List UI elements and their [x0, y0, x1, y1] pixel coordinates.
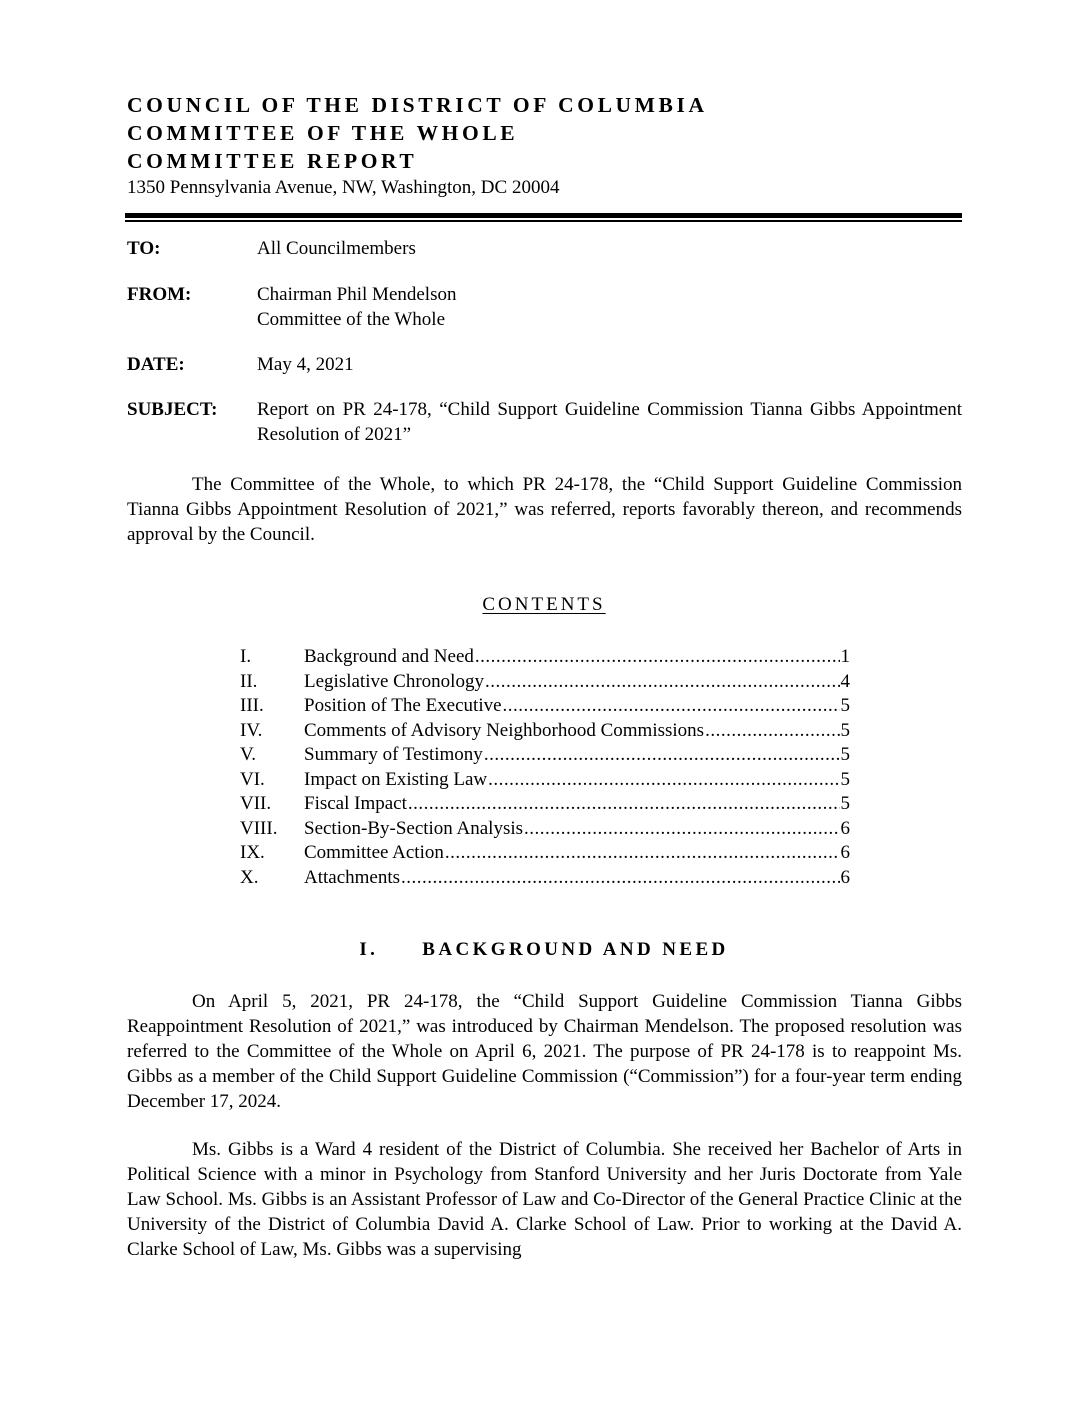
toc-title: Impact on Existing Law [304, 768, 488, 790]
subject-value: Report on PR 24-178, “Child Support Guideline Commission Tianna Gibbs Appointment Resolution of 2021” [257, 399, 962, 445]
header-rule-thin [125, 220, 962, 222]
date-label: DATE: [127, 354, 185, 375]
from-label: FROM: [127, 284, 192, 305]
toc-number: III. [240, 695, 264, 716]
background-paragraph-1: On April 5, 2021, PR 24-178, the “Child Support Guideline Commission Tianna Gibbs Reappointment Resolution of 2021,” was introduced by Chairman Mendelson. The proposed resolution was referred to the Committee of the Whole on April 6, 2021. The purpose of PR 24-178 is to reappoint Ms. Gibbs as a member of the Child Support Guideline Commission (“Commission”) for a four-year term ending December 17, 2024. [127, 991, 962, 1112]
toc-page: 5 [840, 744, 850, 765]
report-title: COMMITTEE REPORT [127, 149, 418, 173]
toc-title: Background and Need [304, 646, 474, 667]
toc-leader [475, 645, 840, 670]
toc-number: V. [240, 744, 257, 765]
toc-leader [503, 694, 840, 719]
toc-row [240, 817, 850, 842]
toc-title: Section-By-Section Analysis [304, 817, 524, 839]
from-value-name: Chairman Phil Mendelson [257, 284, 457, 305]
toc-leader [488, 768, 839, 793]
toc-page: 5 [840, 719, 850, 741]
toc-leader [484, 743, 840, 768]
toc-row [240, 743, 850, 768]
toc-number: VII. [240, 793, 272, 814]
section-number: I. [359, 939, 379, 960]
to-label: TO: [127, 238, 161, 259]
subject-label: SUBJECT: [127, 399, 218, 420]
toc-leader [445, 841, 840, 866]
toc-title: Attachments [304, 866, 401, 888]
toc-number: X. [240, 866, 259, 888]
toc-row [240, 866, 850, 891]
toc-title: Comments of Advisory Neighborhood Commissions [304, 719, 705, 741]
toc-row [240, 792, 850, 817]
toc-page: 6 [840, 866, 850, 888]
toc-row [240, 670, 850, 695]
header-rule-thick [125, 213, 962, 218]
toc-row [240, 719, 850, 744]
section-heading [0, 939, 1088, 961]
toc-page: 6 [840, 842, 850, 863]
intro-paragraph: The Committee of the Whole, to which PR 24-178, the “Child Support Guideline Commission Tianna Gibbs Appointment Resolution of 2021,” was referred, reports favorably thereon, and recommends approval by the Council. [127, 474, 962, 545]
toc-number: VIII. [240, 817, 278, 839]
toc-leader [401, 866, 839, 891]
table-of-contents [240, 645, 850, 890]
toc-title: Legislative Chronology [304, 670, 484, 692]
toc-number: IV. [240, 719, 263, 741]
toc-number: I. [240, 646, 252, 667]
toc-row [240, 645, 850, 670]
section-title: BACKGROUND AND NEED [422, 939, 729, 960]
address: 1350 Pennsylvania Avenue, NW, Washington, DC 20004 [127, 177, 560, 198]
toc-page: 5 [840, 768, 850, 790]
toc-title: Position of The Executive [304, 695, 502, 716]
toc-page: 4 [840, 670, 850, 692]
toc-leader [408, 792, 840, 817]
toc-title: Fiscal Impact [304, 793, 407, 814]
toc-page: 5 [840, 695, 850, 716]
council-title: COUNCIL OF THE DISTRICT OF COLUMBIA [127, 93, 708, 117]
toc-row [240, 841, 850, 866]
toc-number: II. [240, 670, 258, 692]
toc-leader [485, 670, 840, 695]
toc-row [240, 768, 850, 793]
committee-title: COMMITTEE OF THE WHOLE [127, 121, 519, 145]
toc-leader [524, 817, 839, 842]
toc-title: Summary of Testimony [304, 744, 483, 765]
toc-number: VI. [240, 768, 265, 790]
toc-page: 1 [840, 646, 850, 667]
background-paragraph-2: Ms. Gibbs is a Ward 4 resident of the District of Columbia. She received her Bachelor of Arts in Political Science with a minor in Psychology from Stanford University and her Juris Doctorate from Yale Law School. Ms. Gibbs is an Assistant Professor of Law and Co-Director of the General Practice Clinic at the University of the District of Columbia David A. Clarke School of Law. Prior to working at the David A. Clarke School of Law, Ms. Gibbs was a supervising [127, 1139, 962, 1260]
toc-row [240, 694, 850, 719]
toc-leader [705, 719, 839, 744]
toc-title: Committee Action [304, 842, 444, 863]
toc-number: IX. [240, 842, 265, 863]
to-value: All Councilmembers [257, 238, 416, 259]
contents-title: CONTENTS [482, 594, 606, 615]
toc-page: 6 [840, 817, 850, 839]
date-value: May 4, 2021 [257, 354, 354, 375]
from-value-committee: Committee of the Whole [257, 309, 446, 330]
toc-page: 5 [840, 793, 850, 814]
